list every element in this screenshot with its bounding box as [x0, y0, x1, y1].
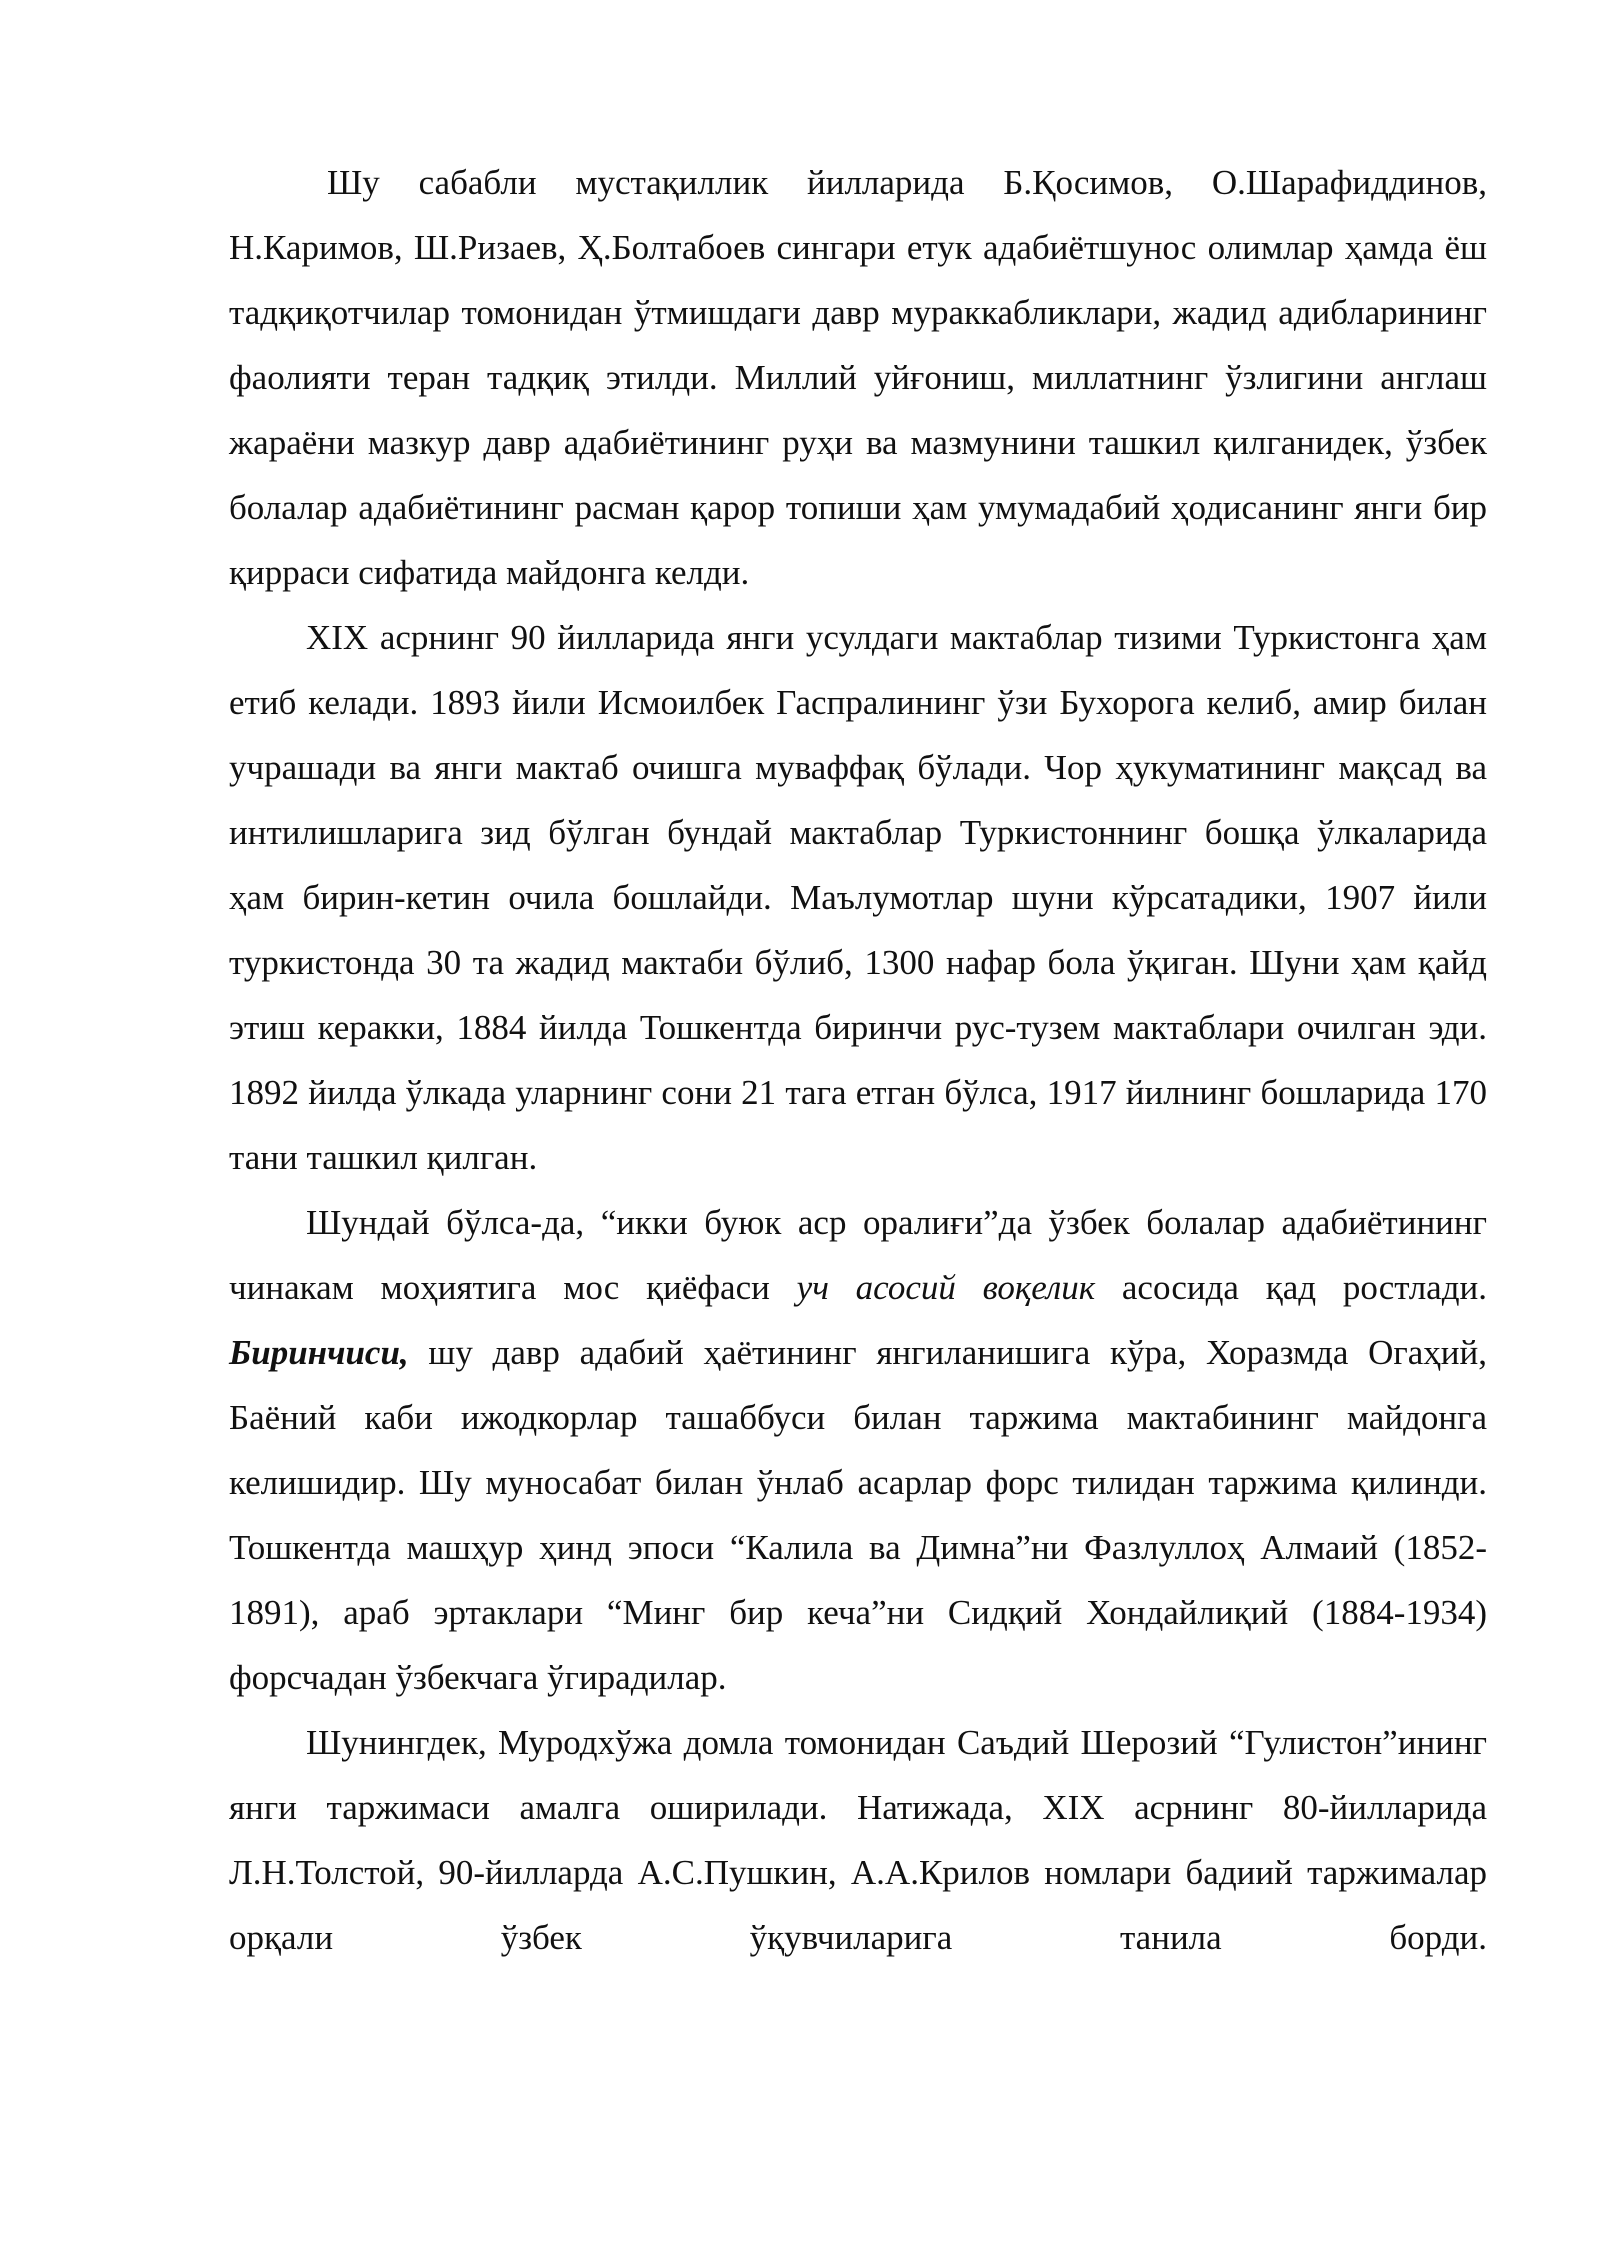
bold-italic-phrase: Биринчиси, [229, 1333, 409, 1372]
paragraph-text: асосида қад ростлади. [1095, 1268, 1488, 1307]
paragraph-text: Шундай бўлса-да, “икки буюк аср оралиғи”да ўзбек болалар адабиётининг чинакам моҳиятига мос қиёфаси [229, 1203, 1487, 1307]
document-page [229, 150, 1487, 1970]
paragraph-mustaqillik: Шу сабабли мустақиллик йилларида Б.Қосимов, О.Шарафиддинов, Н.Каримов, Ш.Ризаев, Ҳ.Болтабоев сингари етук адабиётшунос олимлар ҳамда ёш тадқиқотчилар томонидан ўтмишдаги давр мураккабликлари, жадид адибларининг фаолияти теран тадқиқ этилди. Миллий уйғониш, миллатнинг ўзлигини англаш жараёни мазкур давр адабиётининг руҳи ва мазмунини ташкил қилганидек, ўзбек болалар адабиётининг расман қарор топиши ҳам умумадабий ҳодисанинг янги бир қирраси сифатида майдонга келди. [229, 163, 1487, 592]
paragraph-maktablar: XIX асрнинг 90 йилларида янги усулдаги мактаблар тизими Туркистонга ҳам етиб келади. 1893 йили Исмоилбек Гаспралининг ўзи Бухорога келиб, амир билан учрашади ва янги мактаб очишга муваффақ бўлади. Чор ҳукуматининг мақсад ва интилишларига зид бўлган бундай мактаблар Туркистоннинг бошқа ўлкаларида ҳам бирин-кетин очила бошлайди. Маълумотлар шуни кўрсатадики, 1907 йили туркистонда 30 та жадид мактаби бўлиб, 1300 нафар бола ўқиган. Шуни ҳам қайд этиш керакки, 1884 йилда Тошкентда биринчи рус-тузем мактаблари очилган эди. 1892 йилда ўлкада уларнинг сони 21 тага етган бўлса, 1917 йилнинг бошларида 170 тани ташкил қилган. [229, 618, 1487, 1177]
paragraph-uch-voqelik [229, 1190, 1487, 1710]
paragraph-tarjimalar: Шунингдек, Муродхўжа домла томонидан Саъдий Шерозий “Гулистон”ининг янги таржимаси амалга оширилади. Натижада, XIX асрнинг 80-йилларида Л.Н.Толстой, 90-йилларда А.С.Пушкин, А.А.Крилов номлари бадиий таржималар орқали ўзбек ўқувчиларига танила борди. [229, 1723, 1487, 1957]
paragraph-text: шу давр адабий ҳаётининг янгиланишига кўра, Хоразмда Огаҳий, Баёний каби ижодкорлар ташаббуси билан таржима мактабининг майдонга келишидир. Шу муносабат билан ўнлаб асарлар форс тилидан таржима қилинди. Тошкентда машҳур ҳинд эпоси “Калила ва Димна”ни Фазлуллоҳ Алмаий (1852-1891), араб эртаклари “Минг бир кеча”ни Сидқий Хондайлиқий (1884-1934) форсчадан ўзбекчага ўгирадилар. [229, 1333, 1487, 1697]
italic-phrase: уч асосий воқелик [796, 1268, 1096, 1307]
